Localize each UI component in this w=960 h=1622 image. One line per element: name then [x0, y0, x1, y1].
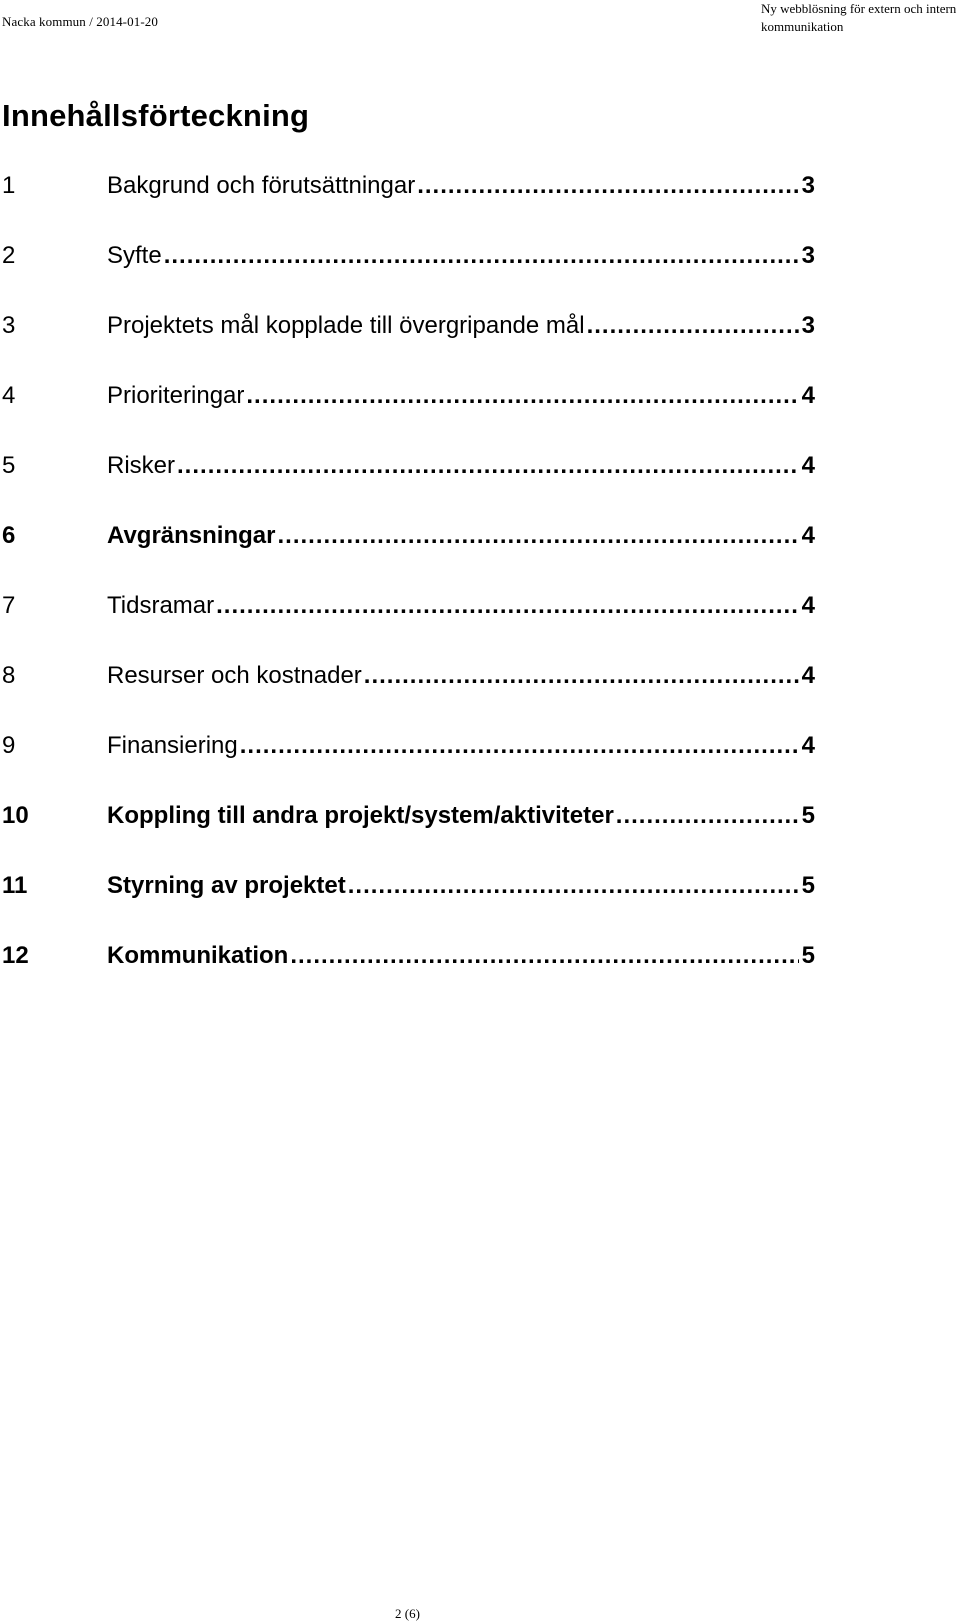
toc-entry-10[interactable] [0, 802, 815, 872]
header-organization-date: Nacka kommun / 2014-01-20 [2, 14, 158, 29]
toc-entry-page: 5 [801, 802, 815, 829]
toc-entry-title: Tidsramar [107, 592, 215, 619]
page-number: 2 (6) [395, 1606, 420, 1621]
toc-entry-title: Syfte [107, 242, 162, 269]
toc-entry-number: 12 [2, 942, 29, 969]
toc-entry-page: 5 [801, 872, 815, 899]
toc-title: Innehållsförteckning [2, 98, 310, 133]
toc-entry-title: Finansiering [107, 732, 238, 759]
toc-entry-page: 3 [801, 312, 815, 339]
toc-entry-page: 4 [801, 522, 815, 549]
toc-entry-number: 11 [2, 872, 28, 899]
toc-entry-1[interactable] [0, 172, 815, 242]
toc-entry-page: 4 [801, 732, 815, 759]
toc-entry-page: 3 [801, 242, 815, 269]
toc-entry-title: Koppling till andra projekt/system/aktiviteter [107, 802, 614, 829]
toc-entry-page: 4 [801, 662, 815, 689]
toc-entry-number: 9 [2, 732, 16, 759]
toc-entry-page: 4 [801, 592, 815, 619]
toc-entry-3[interactable] [0, 312, 815, 382]
toc-dot-leader [240, 732, 799, 760]
toc-entry-2[interactable] [0, 242, 815, 312]
toc-dot-leader [364, 662, 799, 690]
header-document-title-line1: Ny webblösning för extern och intern [761, 1, 957, 16]
toc-dot-leader [290, 942, 798, 970]
toc-entry-number: 10 [2, 802, 29, 829]
toc-entry-title: Resurser och kostnader [107, 662, 362, 689]
toc-entry-8[interactable] [0, 662, 815, 732]
toc-entry-number: 4 [2, 382, 16, 409]
toc-entry-page: 4 [801, 382, 815, 409]
toc-entry-number: 8 [2, 662, 16, 689]
toc-entry-title: Kommunikation [107, 942, 289, 969]
toc-dot-leader [246, 382, 798, 410]
toc-entry-title: Projektets mål kopplade till övergripande mål [107, 312, 585, 339]
toc-entry-9[interactable] [0, 732, 815, 802]
toc-entry-5[interactable] [0, 452, 815, 522]
toc-dot-leader [164, 242, 799, 270]
toc-entry-title: Risker [107, 452, 176, 479]
toc-dot-leader [587, 312, 799, 340]
toc-entry-number: 6 [2, 522, 16, 549]
toc-dot-leader [417, 172, 798, 200]
toc-entry-12[interactable] [0, 942, 815, 1012]
toc-entry-number: 7 [2, 592, 16, 619]
toc-entry-4[interactable] [0, 382, 815, 452]
toc-entry-page: 4 [801, 452, 815, 479]
toc-entry-number: 5 [2, 452, 16, 479]
toc-entry-title: Avgränsningar [107, 522, 276, 549]
header-document-title-line2: kommunikation [761, 19, 844, 34]
toc-entry-number: 3 [2, 312, 16, 339]
header-document-title [761, 0, 957, 36]
toc-entry-title: Styrning av projektet [107, 872, 346, 899]
table-of-contents [0, 172, 815, 1012]
toc-entry-number: 1 [2, 172, 16, 199]
toc-dot-leader [277, 522, 798, 550]
toc-dot-leader [616, 802, 799, 830]
toc-entry-title: Prioriteringar [107, 382, 245, 409]
toc-entry-title: Bakgrund och förutsättningar [107, 172, 416, 199]
toc-dot-leader [216, 592, 799, 620]
toc-entry-number: 2 [2, 242, 16, 269]
toc-entry-11[interactable] [0, 872, 815, 942]
toc-dot-leader [348, 872, 799, 900]
toc-entry-page: 3 [801, 172, 815, 199]
toc-dot-leader [177, 452, 799, 480]
toc-entry-7[interactable] [0, 592, 815, 662]
toc-entry-page: 5 [801, 942, 815, 969]
toc-entry-6[interactable] [0, 522, 815, 592]
